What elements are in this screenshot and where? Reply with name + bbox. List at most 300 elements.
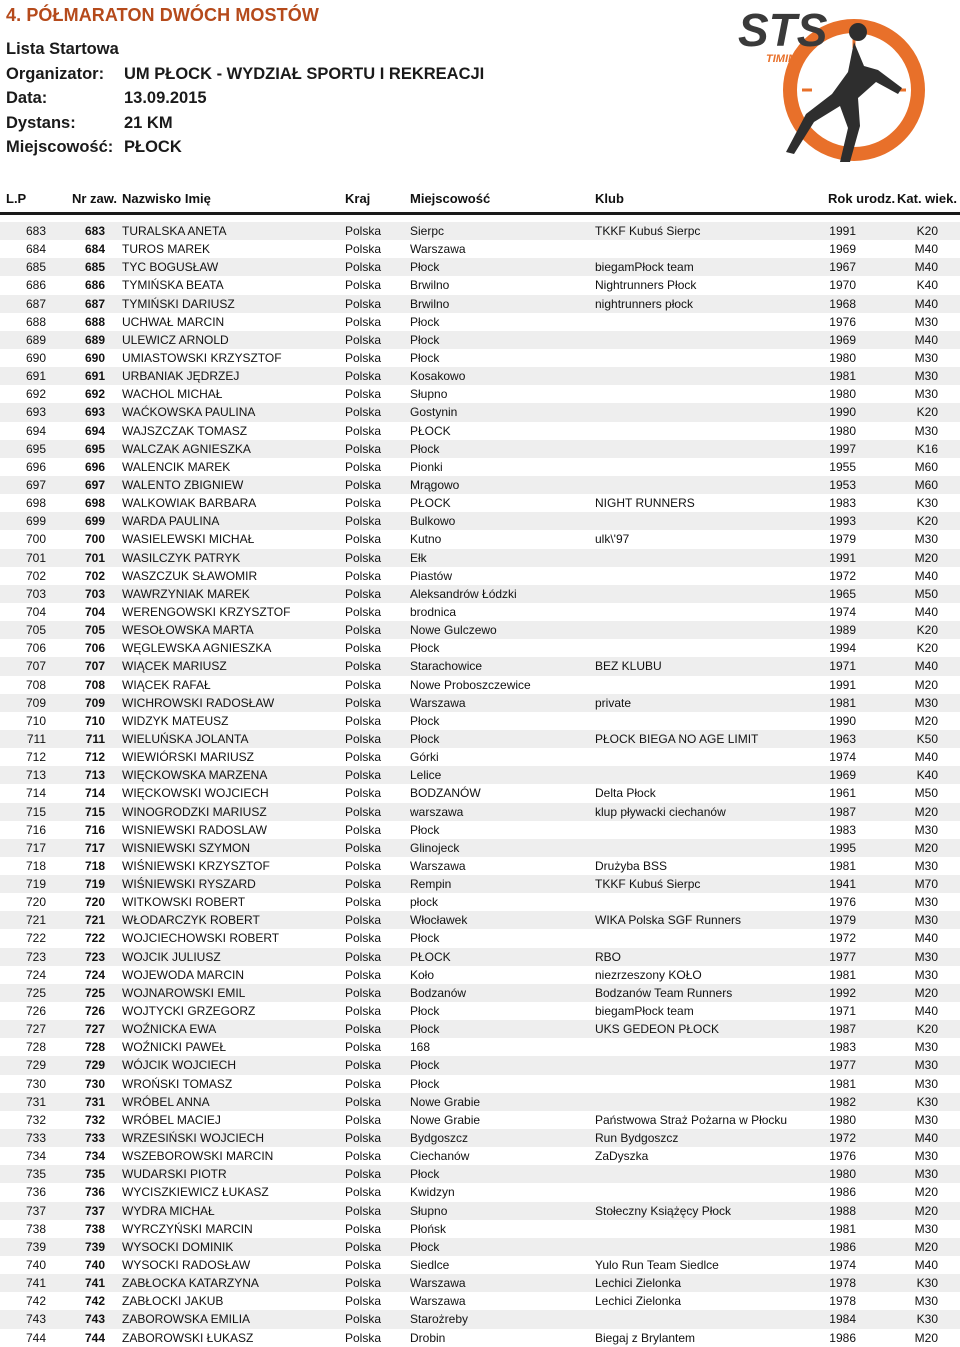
cell-kraj: Polska bbox=[345, 1221, 382, 1236]
cell-kraj: Polska bbox=[345, 659, 382, 674]
cell-kraj: Polska bbox=[345, 332, 382, 347]
cell-kraj: Polska bbox=[345, 840, 382, 855]
table-row bbox=[0, 966, 960, 984]
cell-kraj: Polska bbox=[345, 1131, 382, 1146]
cell-miejscowosc: PŁOCK bbox=[410, 423, 451, 438]
cell-lp: 731 bbox=[25, 1094, 46, 1109]
cell-kraj: Polska bbox=[345, 677, 382, 692]
table-row bbox=[0, 1093, 960, 1111]
cell-name: WINOGRODZKI MARIUSZ bbox=[122, 804, 267, 819]
cell-klub: Stołeczny Książęcy Płock bbox=[595, 1203, 732, 1218]
cell-kraj: Polska bbox=[345, 1167, 382, 1182]
cell-kraj: Polska bbox=[345, 514, 382, 529]
cell-klub: RBO bbox=[595, 949, 622, 964]
meta-value: 21 KM bbox=[124, 113, 173, 132]
table-row bbox=[0, 313, 960, 331]
cell-kraj: Polska bbox=[345, 441, 382, 456]
cell-name: WALENCIK MAREK bbox=[122, 459, 231, 474]
cell-miejscowosc: Płock bbox=[410, 1239, 440, 1254]
cell-name: WRÓBEL MACIEJ bbox=[122, 1112, 221, 1127]
cell-miejscowosc: 168 bbox=[410, 1040, 431, 1055]
cell-rok: 1991 bbox=[829, 550, 856, 565]
cell-miejscowosc: Piastów bbox=[410, 568, 453, 583]
cell-miejscowosc: Ełk bbox=[410, 550, 427, 565]
cell-kat: K30 bbox=[916, 1094, 938, 1109]
col-miejscowosc: Miejscowość bbox=[410, 191, 491, 206]
cell-kraj: Polska bbox=[345, 967, 382, 982]
cell-miejscowosc: Bulkowo bbox=[410, 514, 456, 529]
meta-value: 13.09.2015 bbox=[124, 89, 207, 107]
cell-miejscowosc: Glinojeck bbox=[410, 840, 460, 855]
cell-klub: ulk\'97 bbox=[595, 532, 630, 547]
cell-miejscowosc: Sierpc bbox=[410, 224, 445, 238]
cell-name: WIEWIÓRSKI MARIUSZ bbox=[122, 750, 254, 765]
cell-nr: 717 bbox=[84, 840, 105, 855]
cell-miejscowosc: Starachowice bbox=[410, 659, 483, 674]
table-row bbox=[0, 748, 960, 766]
cell-lp: 734 bbox=[25, 1149, 46, 1164]
cell-kraj: Polska bbox=[345, 695, 382, 710]
cell-klub: Nightrunners Płock bbox=[595, 278, 697, 293]
cell-lp: 729 bbox=[25, 1058, 46, 1073]
cell-lp: 705 bbox=[25, 623, 46, 638]
table-row bbox=[0, 766, 960, 784]
cell-kat: M50 bbox=[914, 586, 938, 601]
cell-lp: 689 bbox=[25, 332, 46, 347]
cell-kat: M40 bbox=[914, 260, 938, 275]
table-row bbox=[0, 440, 960, 458]
cell-kraj: Polska bbox=[345, 822, 382, 837]
cell-lp: 709 bbox=[25, 695, 46, 710]
cell-lp: 711 bbox=[26, 731, 46, 746]
cell-kat: M20 bbox=[914, 550, 938, 565]
cell-name: TURALSKA ANETA bbox=[122, 224, 227, 238]
table-row bbox=[0, 1002, 960, 1020]
cell-klub: NIGHT RUNNERS bbox=[595, 496, 695, 511]
cell-miejscowosc: Nowe Grabie bbox=[410, 1094, 481, 1109]
table-row bbox=[0, 676, 960, 694]
cell-miejscowosc: Płock bbox=[410, 314, 440, 329]
cell-rok: 1961 bbox=[829, 786, 856, 801]
cell-miejscowosc: Górki bbox=[410, 750, 439, 765]
cell-rok: 1983 bbox=[829, 496, 856, 511]
cell-rok: 1971 bbox=[829, 659, 856, 674]
cell-kat: K50 bbox=[916, 731, 938, 746]
meta-distance bbox=[6, 114, 484, 139]
table-row bbox=[0, 803, 960, 821]
cell-name: WASIELEWSKI MICHAŁ bbox=[122, 532, 255, 547]
cell-lp: 710 bbox=[25, 713, 46, 728]
cell-kat: K16 bbox=[916, 441, 938, 456]
cell-kat: M40 bbox=[914, 296, 938, 311]
cell-kraj: Polska bbox=[345, 750, 382, 765]
cell-lp: 704 bbox=[25, 604, 46, 619]
cell-name: WOJCIK JULIUSZ bbox=[122, 949, 221, 964]
cell-lp: 694 bbox=[25, 423, 46, 438]
cell-kat: M30 bbox=[914, 822, 938, 837]
table-row bbox=[0, 530, 960, 548]
cell-kraj: Polska bbox=[345, 931, 382, 946]
cell-name: WYRCZYŃSKI MARCIN bbox=[122, 1221, 253, 1236]
cell-kat: M50 bbox=[914, 786, 938, 801]
table-row bbox=[0, 1329, 960, 1347]
cell-kraj: Polska bbox=[345, 895, 382, 910]
cell-nr: 734 bbox=[84, 1149, 105, 1164]
table-row bbox=[0, 603, 960, 621]
cell-klub: niezrzeszony KOŁO bbox=[595, 967, 702, 982]
cell-name: ZABOROWSKA EMILIA bbox=[122, 1312, 251, 1327]
cell-kraj: Polska bbox=[345, 1276, 382, 1291]
cell-kraj: Polska bbox=[345, 1004, 382, 1019]
cell-kat: M30 bbox=[914, 895, 938, 910]
cell-kraj: Polska bbox=[345, 858, 382, 873]
cell-kraj: Polska bbox=[345, 1058, 382, 1073]
cell-kraj: Polska bbox=[345, 369, 382, 384]
cell-rok: 1979 bbox=[829, 532, 856, 547]
cell-rok: 1974 bbox=[829, 604, 856, 619]
cell-miejscowosc: Płock bbox=[410, 731, 440, 746]
cell-rok: 1974 bbox=[829, 750, 856, 765]
cell-miejscowosc: Płock bbox=[410, 350, 440, 365]
cell-rok: 1983 bbox=[829, 822, 856, 837]
cell-rok: 1955 bbox=[829, 459, 856, 474]
cell-nr: 735 bbox=[84, 1167, 105, 1182]
cell-name: UMIASTOWSKI KRZYSZTOF bbox=[122, 350, 282, 365]
cell-rok: 1980 bbox=[829, 1167, 856, 1182]
cell-rok: 1976 bbox=[829, 1149, 856, 1164]
table-row bbox=[0, 1256, 960, 1274]
cell-miejscowosc: Bodzanów bbox=[410, 985, 467, 1000]
cell-name: WALKOWIAK BARBARA bbox=[122, 496, 257, 511]
col-kraj: Kraj bbox=[345, 191, 371, 206]
table-row bbox=[0, 458, 960, 476]
cell-kat: M30 bbox=[914, 913, 938, 928]
cell-lp: 714 bbox=[25, 786, 46, 801]
cell-kat: K20 bbox=[916, 224, 938, 238]
cell-lp: 693 bbox=[25, 405, 46, 420]
cell-lp: 698 bbox=[25, 496, 46, 511]
cell-nr: 711 bbox=[85, 731, 105, 746]
cell-miejscowosc: Starożreby bbox=[410, 1312, 469, 1327]
cell-kraj: Polska bbox=[345, 550, 382, 565]
cell-kat: M30 bbox=[914, 1294, 938, 1309]
cell-name: WOJEWODA MARCIN bbox=[122, 967, 244, 982]
cell-miejscowosc: Płock bbox=[410, 1022, 440, 1037]
cell-name: ULEWICZ ARNOLD bbox=[122, 332, 229, 347]
cell-kraj: Polska bbox=[345, 1258, 382, 1273]
cell-rok: 1983 bbox=[829, 1040, 856, 1055]
cell-name: WICHROWSKI RADOSŁAW bbox=[122, 695, 275, 710]
cell-lp: 688 bbox=[25, 314, 46, 329]
cell-kraj: Polska bbox=[345, 459, 382, 474]
cell-name: WYCISZKIEWICZ ŁUKASZ bbox=[122, 1185, 269, 1200]
cell-kat: K20 bbox=[916, 623, 938, 638]
cell-rok: 1981 bbox=[829, 858, 856, 873]
cell-kat: M20 bbox=[914, 804, 938, 819]
cell-kat: M20 bbox=[914, 1185, 938, 1200]
table-row bbox=[0, 258, 960, 276]
table-row bbox=[0, 494, 960, 512]
cell-nr: 728 bbox=[84, 1040, 105, 1055]
cell-nr: 733 bbox=[84, 1131, 105, 1146]
cell-name: WIĄCEK MARIUSZ bbox=[122, 659, 227, 674]
table-row bbox=[0, 1056, 960, 1074]
cell-lp: 733 bbox=[25, 1131, 46, 1146]
table-row bbox=[0, 984, 960, 1002]
cell-kat: M20 bbox=[914, 840, 938, 855]
cell-kat: M40 bbox=[914, 1258, 938, 1273]
cell-kraj: Polska bbox=[345, 1076, 382, 1091]
cell-nr: 698 bbox=[84, 496, 105, 511]
cell-klub: biegamPłock team bbox=[595, 260, 694, 275]
cell-lp: 690 bbox=[25, 350, 46, 365]
cell-kraj: Polska bbox=[345, 949, 382, 964]
cell-nr: 694 bbox=[84, 423, 105, 438]
cell-name: WIĄCEK RAFAŁ bbox=[122, 677, 211, 692]
cell-miejscowosc: Rempin bbox=[410, 877, 452, 892]
cell-lp: 730 bbox=[25, 1076, 46, 1091]
cell-nr: 691 bbox=[84, 369, 105, 384]
cell-kraj: Polska bbox=[345, 1040, 382, 1055]
cell-miejscowosc: Płock bbox=[410, 441, 440, 456]
cell-miejscowosc: Drobin bbox=[410, 1330, 446, 1345]
cell-kraj: Polska bbox=[345, 1330, 382, 1345]
cell-klub: WIKA Polska SGF Runners bbox=[595, 913, 742, 928]
cell-kraj: Polska bbox=[345, 768, 382, 783]
cell-nr: 707 bbox=[84, 659, 105, 674]
table-row bbox=[0, 911, 960, 929]
cell-kat: M30 bbox=[914, 1112, 938, 1127]
cell-miejscowosc: Warszawa bbox=[410, 1294, 466, 1309]
cell-kat: M30 bbox=[914, 423, 938, 438]
cell-name: WÓJCIK WOJCIECH bbox=[122, 1058, 236, 1073]
cell-miejscowosc: Płock bbox=[410, 332, 440, 347]
table-row bbox=[0, 1183, 960, 1201]
table-row bbox=[0, 422, 960, 440]
cell-kraj: Polska bbox=[345, 731, 382, 746]
cell-lp: 727 bbox=[25, 1022, 46, 1037]
table-row bbox=[0, 1129, 960, 1147]
cell-name: WAWRZYNIAK MAREK bbox=[122, 586, 250, 601]
cell-rok: 1980 bbox=[829, 423, 856, 438]
cell-klub: nightrunners płock bbox=[595, 296, 694, 311]
cell-kraj: Polska bbox=[345, 786, 382, 801]
cell-rok: 1980 bbox=[829, 350, 856, 365]
cell-kat: M30 bbox=[914, 387, 938, 402]
cell-kraj: Polska bbox=[345, 423, 382, 438]
col-klub: Klub bbox=[595, 191, 624, 206]
cell-nr: 703 bbox=[84, 586, 105, 601]
cell-rok: 1993 bbox=[829, 514, 856, 529]
cell-nr: 742 bbox=[84, 1294, 105, 1309]
cell-name: WERENGOWSKI KRZYSZTOF bbox=[122, 604, 291, 619]
cell-rok: 1997 bbox=[829, 441, 856, 456]
cell-kraj: Polska bbox=[345, 224, 382, 238]
cell-lp: 684 bbox=[25, 242, 46, 257]
cell-lp: 700 bbox=[25, 532, 46, 547]
cell-nr: 710 bbox=[84, 713, 105, 728]
table-row bbox=[0, 657, 960, 675]
cell-lp: 712 bbox=[25, 750, 46, 765]
cell-lp: 696 bbox=[25, 459, 46, 474]
cell-miejscowosc: Płock bbox=[410, 822, 440, 837]
cell-name: WŁODARCZYK ROBERT bbox=[122, 913, 260, 928]
table-row bbox=[0, 694, 960, 712]
table-row bbox=[0, 821, 960, 839]
cell-nr: 685 bbox=[84, 260, 105, 275]
cell-miejscowosc: Nowe Grabie bbox=[410, 1112, 481, 1127]
table-row bbox=[0, 1147, 960, 1165]
cell-miejscowosc: Bydgoszcz bbox=[410, 1131, 469, 1146]
cell-lp: 736 bbox=[25, 1185, 46, 1200]
cell-kraj: Polska bbox=[345, 1203, 382, 1218]
cell-miejscowosc: Płock bbox=[410, 260, 440, 275]
cell-rok: 1987 bbox=[829, 1022, 856, 1037]
cell-rok: 1987 bbox=[829, 804, 856, 819]
cell-name: UCHWAŁ MARCIN bbox=[122, 314, 225, 329]
cell-nr: 688 bbox=[84, 314, 105, 329]
cell-name: ZABŁOCKI JAKUB bbox=[122, 1294, 224, 1309]
cell-rok: 1963 bbox=[829, 731, 856, 746]
cell-miejscowosc: Nowe Proboszczewice bbox=[410, 677, 531, 692]
table-row bbox=[0, 549, 960, 567]
cell-kat: M20 bbox=[914, 1203, 938, 1218]
event-meta bbox=[6, 40, 484, 163]
meta-value: UM PŁOCK - WYDZIAŁ SPORTU I REKREACJI bbox=[124, 64, 485, 83]
cell-rok: 1953 bbox=[829, 477, 856, 492]
cell-nr: 687 bbox=[84, 296, 105, 311]
cell-kat: M20 bbox=[914, 677, 938, 692]
cell-kat: M40 bbox=[914, 659, 938, 674]
cell-lp: 701 bbox=[25, 550, 46, 565]
cell-miejscowosc: Kwidzyn bbox=[410, 1185, 455, 1200]
table-row bbox=[0, 240, 960, 258]
col-nr: Nr zaw. bbox=[72, 191, 118, 206]
cell-kat: M30 bbox=[914, 1221, 938, 1236]
cell-miejscowosc: Słupno bbox=[410, 1203, 448, 1218]
cell-nr: 705 bbox=[84, 623, 105, 638]
cell-rok: 1972 bbox=[829, 568, 856, 583]
cell-miejscowosc: Aleksandrów Łódzki bbox=[410, 586, 517, 601]
cell-lp: 692 bbox=[25, 387, 46, 402]
cell-lp: 706 bbox=[25, 641, 46, 656]
cell-kat: M40 bbox=[914, 1131, 938, 1146]
cell-kat: M40 bbox=[914, 604, 938, 619]
cell-lp: 699 bbox=[25, 514, 46, 529]
cell-kat: M60 bbox=[914, 459, 938, 474]
cell-kat: K20 bbox=[916, 514, 938, 529]
cell-lp: 686 bbox=[25, 278, 46, 293]
cell-kraj: Polska bbox=[345, 242, 382, 257]
cell-miejscowosc: Ciechanów bbox=[410, 1149, 470, 1164]
table-row bbox=[0, 349, 960, 367]
cell-miejscowosc: Płock bbox=[410, 1058, 440, 1073]
cell-klub: Delta Płock bbox=[595, 786, 656, 801]
cell-klub: TKKF Kubuś Sierpc bbox=[595, 224, 701, 238]
cell-rok: 1979 bbox=[829, 913, 856, 928]
cell-name: WARDA PAULINA bbox=[122, 514, 220, 529]
cell-kraj: Polska bbox=[345, 387, 382, 402]
cell-name: WOŹNICKA EWA bbox=[122, 1022, 217, 1037]
cell-name: TUROS MAREK bbox=[122, 242, 211, 257]
cell-lp: 735 bbox=[25, 1167, 46, 1182]
cell-klub: Drużyba BSS bbox=[595, 858, 668, 873]
cell-kat: M40 bbox=[914, 931, 938, 946]
cell-kraj: Polska bbox=[345, 1094, 382, 1109]
table-row bbox=[0, 1020, 960, 1038]
cell-kraj: Polska bbox=[345, 913, 382, 928]
meta-date bbox=[6, 89, 484, 114]
cell-nr: 726 bbox=[84, 1004, 105, 1019]
cell-klub: Lechici Zielonka bbox=[595, 1294, 682, 1309]
cell-lp: 716 bbox=[25, 822, 46, 837]
cell-kraj: Polska bbox=[345, 568, 382, 583]
cell-name: WASILCZYK PATRYK bbox=[122, 550, 241, 565]
cell-rok: 1990 bbox=[829, 405, 856, 420]
cell-rok: 1984 bbox=[829, 1312, 856, 1327]
cell-miejscowosc: Włocławek bbox=[410, 913, 468, 928]
cell-kat: M20 bbox=[914, 1239, 938, 1254]
cell-nr: 743 bbox=[84, 1312, 105, 1327]
cell-rok: 1981 bbox=[829, 967, 856, 982]
cell-nr: 697 bbox=[84, 477, 105, 492]
cell-rok: 1981 bbox=[829, 1221, 856, 1236]
cell-rok: 1986 bbox=[829, 1185, 856, 1200]
cell-nr: 744 bbox=[84, 1330, 105, 1345]
cell-name: WROŃSKI TOMASZ bbox=[122, 1076, 233, 1091]
cell-name: TYMIŃSKI DARIUSZ bbox=[122, 296, 235, 311]
cell-nr: 730 bbox=[84, 1076, 105, 1091]
cell-kraj: Polska bbox=[345, 296, 382, 311]
cell-kraj: Polska bbox=[345, 532, 382, 547]
table-row bbox=[0, 276, 960, 294]
cell-name: WIELUŃSKA JOLANTA bbox=[122, 731, 249, 746]
cell-name: WITKOWSKI ROBERT bbox=[122, 895, 246, 910]
cell-lp: 744 bbox=[25, 1330, 46, 1345]
cell-miejscowosc: Mrągowo bbox=[410, 477, 460, 492]
cell-kat: M40 bbox=[914, 1004, 938, 1019]
cell-lp: 741 bbox=[25, 1276, 46, 1291]
cell-miejscowosc: PŁOCK bbox=[410, 949, 451, 964]
cell-nr: 712 bbox=[84, 750, 105, 765]
cell-kraj: Polska bbox=[345, 713, 382, 728]
cell-kat: K30 bbox=[916, 496, 938, 511]
cell-kat: M40 bbox=[914, 242, 938, 257]
cell-miejscowosc: Gostynin bbox=[410, 405, 458, 420]
cell-kat: M40 bbox=[914, 750, 938, 765]
cell-lp: 708 bbox=[25, 677, 46, 692]
cell-nr: 692 bbox=[84, 387, 105, 402]
cell-kat: M30 bbox=[914, 1058, 938, 1073]
cell-kat: K20 bbox=[916, 405, 938, 420]
cell-lp: 737 bbox=[25, 1203, 46, 1218]
cell-miejscowosc: Siedlce bbox=[410, 1258, 450, 1273]
cell-miejscowosc: Płońsk bbox=[410, 1221, 447, 1236]
cell-name: WIDZYK MATEUSZ bbox=[122, 713, 229, 728]
cell-name: WOJCIECHOWSKI ROBERT bbox=[122, 931, 280, 946]
cell-miejscowosc: Brwilno bbox=[410, 296, 450, 311]
cell-name: WIŚNIEWSKI RYSZARD bbox=[122, 877, 256, 892]
cell-name: WRZESIŃSKI WOJCIECH bbox=[122, 1131, 265, 1146]
cell-name: WĘGLEWSKA AGNIESZKA bbox=[122, 641, 272, 656]
cell-kat: M30 bbox=[914, 967, 938, 982]
cell-name: WIĘCKOWSKA MARZENA bbox=[122, 768, 268, 783]
cell-nr: 695 bbox=[84, 441, 105, 456]
cell-nr: 716 bbox=[84, 822, 105, 837]
table-row bbox=[0, 948, 960, 966]
cell-kat: M30 bbox=[914, 532, 938, 547]
cell-nr: 721 bbox=[84, 913, 105, 928]
